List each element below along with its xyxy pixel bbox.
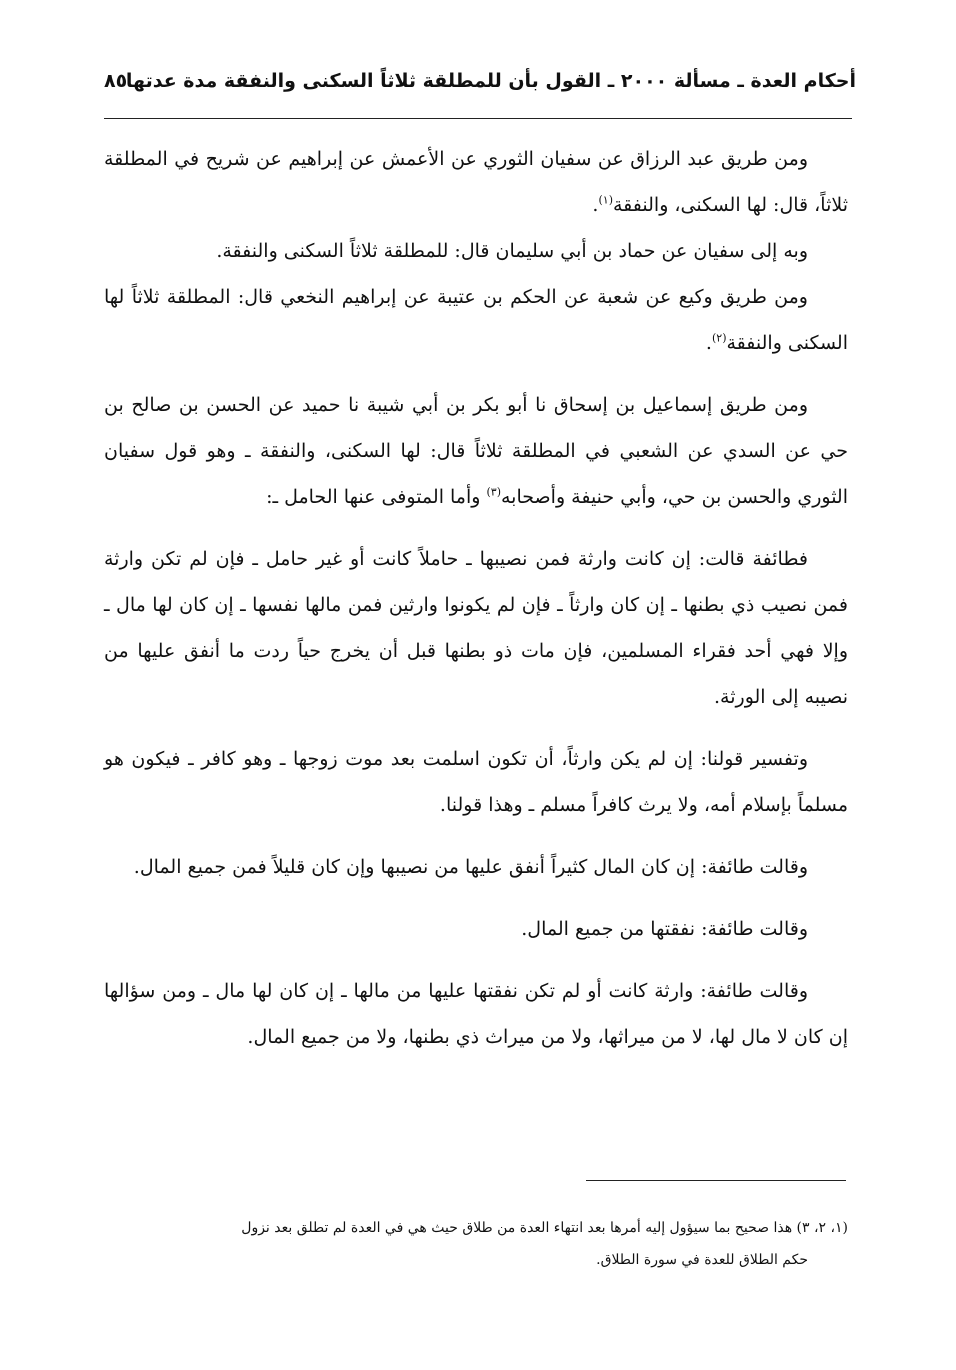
paragraph-1: ومن طريق عبد الرزاق عن سفيان الثوري عن الأعمش عن إبراهيم عن شريح في المطلقة ثلاثاً، قال: لها السكنى، والنفقة$^{(١)}$. bbox=[104, 148, 848, 216]
footnote-ref-3: (٣) bbox=[486, 485, 501, 499]
paragraph-6: وتفسير قولنا: إن لم يكن وارثاً، أن تكون اسلمت بعد موت زوجها ـ وهو كافر ـ فيكون هو مسلماً بإسلام أمه، ولا يرث كافراً مسلم ـ وهذا قولنا. bbox=[104, 748, 848, 816]
footnote-ref-2: (٢) bbox=[711, 331, 727, 345]
paragraph-8: وقالت طائفة: نفقتها من جميع المال. bbox=[521, 918, 808, 940]
footnote-line-2: حكم الطلاق للعدة في سورة الطلاق. bbox=[596, 1252, 808, 1268]
footnote-ref-1: (١) bbox=[598, 193, 613, 207]
footnote-divider bbox=[586, 1180, 846, 1181]
paragraph-3: ومن طريق وكيع عن شعبة عن الحكم بن عتيبة عن إبراهيم النخعي قال: المطلقة ثلاثاً لها السكنى والنفقة$^{(٢)}$. bbox=[104, 286, 848, 354]
footnote-line-1: (١، ٢، ٣) هذا صحيح بما سيؤول إليه أمرها بعد انتهاء العدة من طلاق حيث هي في العدة لم تطلق بعد نزول bbox=[241, 1220, 848, 1236]
page-number: ٨٥ bbox=[104, 70, 128, 92]
header-divider bbox=[104, 118, 852, 119]
paragraph-9: وقالت طائفة: وارثة كانت أو لم تكن نفقتها عليها من مالها ـ إن كان لها مال ـ ومن سؤالها إن كان لا مال لها، لا من ميراثها، ولا من ميراث ذي بطنها، ولا من جميع المال. bbox=[104, 980, 848, 1048]
paragraph-5: فطائفة قالت: إن كانت وارثة فمن نصيبها ـ حاملاً كانت أو غير حامل ـ فإن لم تكن وارثة فمن نصيب ذي بطنها ـ إن كان وارثاً ـ فإن لم يكونوا وارثين فمن مالها نفسها ـ إن كان لها مال ـ وإلا فهي أحد فقراء المسلمين، فإن مات ذو بطنها قبل أن يخرج حياً ردت ما أنفق عليها من نصيبه إلى الورثة. bbox=[104, 548, 848, 708]
paragraph-2: وبه إلى سفيان عن حماد بن أبي سليمان قال: للمطلقة ثلاثاً السكنى والنفقة. bbox=[216, 240, 808, 262]
paragraph-7: وقالت طائفة: إن كان المال كثيراً أنفق عليها من نصيبها وإن كان قليلاً فمن جميع المال. bbox=[133, 856, 808, 878]
running-header bbox=[100, 66, 856, 110]
header-title: أحكام العدة ـ مسألة ٢٠٠٠ ـ القول بأن للمطلقة ثلاثاً السكنى والنفقة مدة عدتها bbox=[125, 70, 856, 92]
paragraph-4: ومن طريق إسماعيل بن إسحاق نا أبو بكر بن أبي شيبة نا حميد عن الحسن بن صالح بن حي عن السدي عن الشعبي في المطلقة ثلاثاً قال: لها السكنى، والنفقة ـ وهو قول سفيان الثوري والحسن بن حي، وأبي حنيفة وأصحابه$^{(٣)}$ وأما المتوفى عنها الحامل ـ: bbox=[104, 394, 848, 508]
main-text bbox=[104, 136, 848, 1060]
footnote bbox=[110, 1212, 848, 1276]
